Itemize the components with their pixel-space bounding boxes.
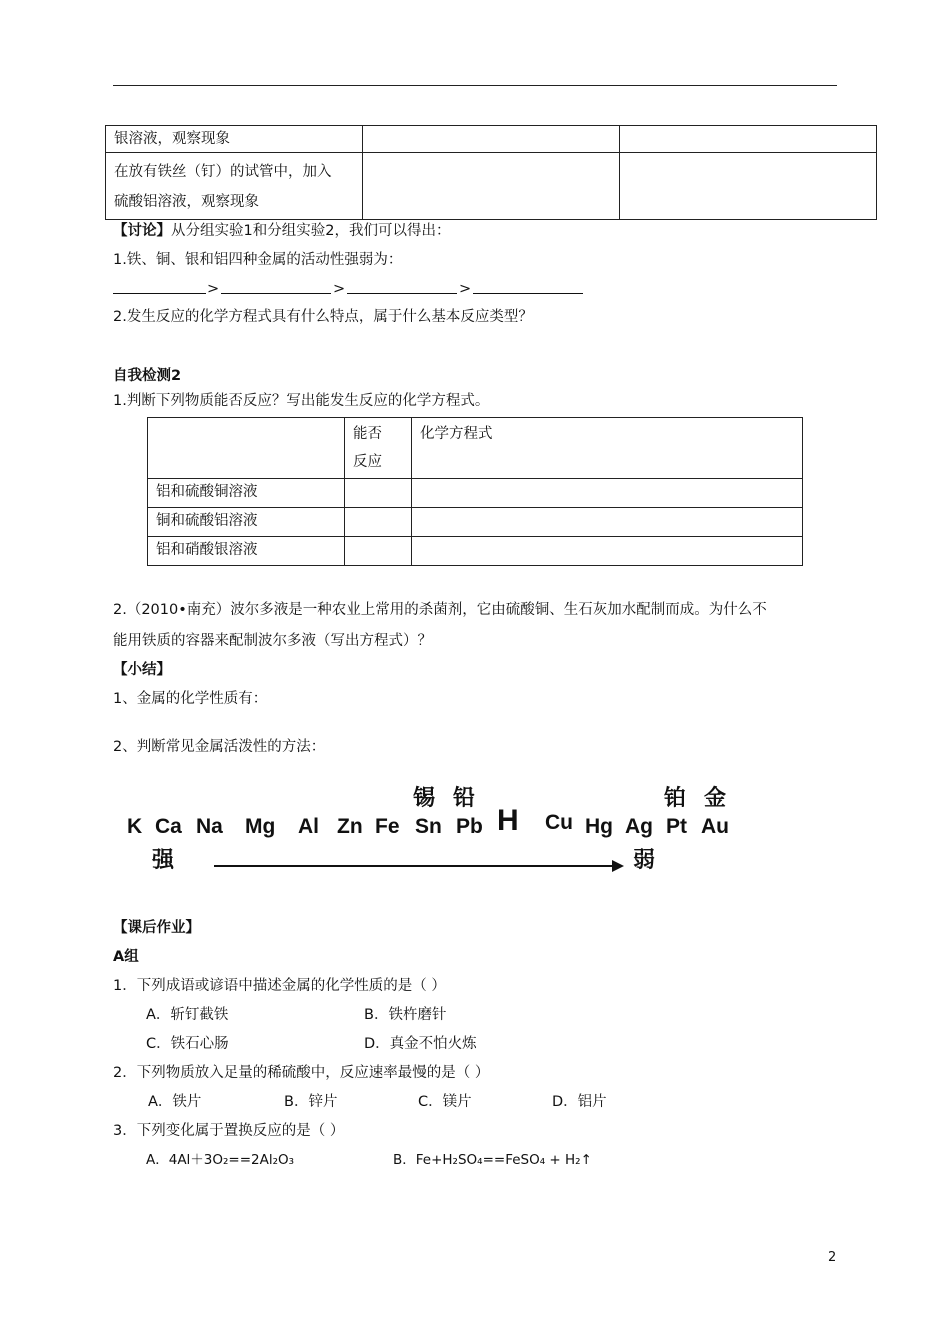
summary-heading: 【小结】 [113,662,171,678]
table-row [148,479,803,508]
table-cell [345,479,412,508]
self-test-q2-line2: 能用铁质的容器来配制波尔多液（写出方程式）？ [113,633,432,649]
hw-q3-option-a: A．4Al＋3O₂==2Al₂O₃ [146,1152,295,1168]
table-cell [412,537,803,566]
header-line: 反应 [353,454,382,470]
hw-q1-option-a: A．斩钉截铁 [146,1007,229,1023]
hw-question-3: 3．下列变化属于置换反应的是（ ） [113,1123,345,1139]
element-Na: Na [196,815,223,838]
table-cell: 铝和硫酸铜溶液 [148,479,345,508]
experiment-table [105,125,877,220]
question-1: 1.铁、铜、银和铝四种金属的活动性强弱为： [113,252,403,268]
cell-line: 在放有铁丝（钉）的试管中，加入 [114,164,332,180]
table-row [148,508,803,537]
element-Sn: Sn [415,815,442,838]
group-a-title: A组 [113,949,139,965]
trend-arrow-line [214,865,620,867]
gt-symbol: > [459,281,472,297]
table-header-row [148,418,803,479]
self-test-q1: 1.判断下列物质能否反应？写出能发生反应的化学方程式。 [113,393,490,409]
hw-q3-option-b: B．Fe+H₂SO₄==FeSO₄ + H₂↑ [393,1152,592,1168]
table-cell [412,508,803,537]
summary-item-1: 1、金属的化学性质有： [113,691,268,707]
header-line: 能否 [353,426,382,442]
blank-2 [221,293,331,294]
header-rule [113,85,837,86]
table-cell [148,418,345,479]
question-2: 2.发生反应的化学方程式具有什么特点，属于什么基本反应类型？ [113,309,533,325]
hw-q1-option-d: D．真金不怕火炼 [364,1036,477,1052]
header-equation: 化学方程式 [412,418,803,479]
table-cell [363,126,620,153]
table-cell [363,153,620,220]
element-Au: Au [701,815,729,838]
element-Pt: Pt [666,815,687,838]
hw-q2-option-c: C．镁片 [418,1094,472,1110]
element-Ca: Ca [155,815,182,838]
element-Al: Al [298,815,319,838]
table-cell [345,508,412,537]
gt-symbol: > [333,281,346,297]
blank-4 [473,293,583,294]
table-row [106,153,877,220]
element-Zn: Zn [337,815,363,838]
label-weak: 弱 [633,848,656,873]
hw-question-1: 1．下列成语或谚语中描述金属的化学性质的是（ ） [113,978,446,994]
cell-line: 硫酸铝溶液，观察现象 [114,194,259,210]
cn-platinum: 铂 [664,786,687,811]
gt-symbol: > [207,281,220,297]
blank-1 [113,293,206,294]
table-row [106,126,877,153]
label-strong: 强 [152,848,175,873]
reaction-table [147,417,803,566]
table-row [148,537,803,566]
hw-question-2: 2．下列物质放入足量的稀硫酸中，反应速率最慢的是（ ） [113,1065,490,1081]
discussion-line [113,221,450,241]
cn-lead: 铅 [453,786,476,811]
table-cell: 银溶液，观察现象 [106,126,363,153]
element-K: K [127,815,143,838]
homework-heading: 【课后作业】 [113,920,200,936]
cn-tin: 锡 [413,786,436,811]
table-cell [106,153,363,220]
hw-q1-option-b: B．铁杵磨针 [364,1007,447,1023]
element-Fe: Fe [375,815,400,838]
table-cell [620,153,877,220]
table-cell: 铝和硝酸银溶液 [148,537,345,566]
table-cell [620,126,877,153]
table-cell: 铜和硫酸铝溶液 [148,508,345,537]
element-Mg: Mg [245,815,276,838]
cn-gold: 金 [704,786,727,811]
self-test-title: 自我检测2 [113,368,182,384]
blank-3 [347,293,457,294]
hw-q2-option-a: A．铁片 [148,1094,202,1110]
table-cell [345,537,412,566]
hw-q1-option-c: C．铁石心肠 [146,1036,229,1052]
element-H: H [497,804,519,837]
page-number: 2 [828,1250,837,1265]
summary-item-2: 2、判断常见金属活泼性的方法： [113,739,326,755]
discussion-heading: 【讨论】 [113,223,171,239]
element-Hg: Hg [585,815,613,838]
table-cell [412,479,803,508]
hw-q2-option-b: B．锌片 [284,1094,338,1110]
self-test-q2-line1: 2.（2010•南充）波尔多液是一种农业上常用的杀菌剂，它由硫酸铜、生石灰加水配制而成。为什么不 [113,602,767,618]
discussion-intro: 从分组实验1和分组实验2，我们可以得出： [171,223,451,239]
element-Cu: Cu [545,811,573,834]
header-can-react [345,418,412,479]
hw-q2-option-d: D．铝片 [552,1094,607,1110]
arrow-right-icon [612,860,624,872]
element-Pb: Pb [456,815,483,838]
element-Ag: Ag [625,815,653,838]
